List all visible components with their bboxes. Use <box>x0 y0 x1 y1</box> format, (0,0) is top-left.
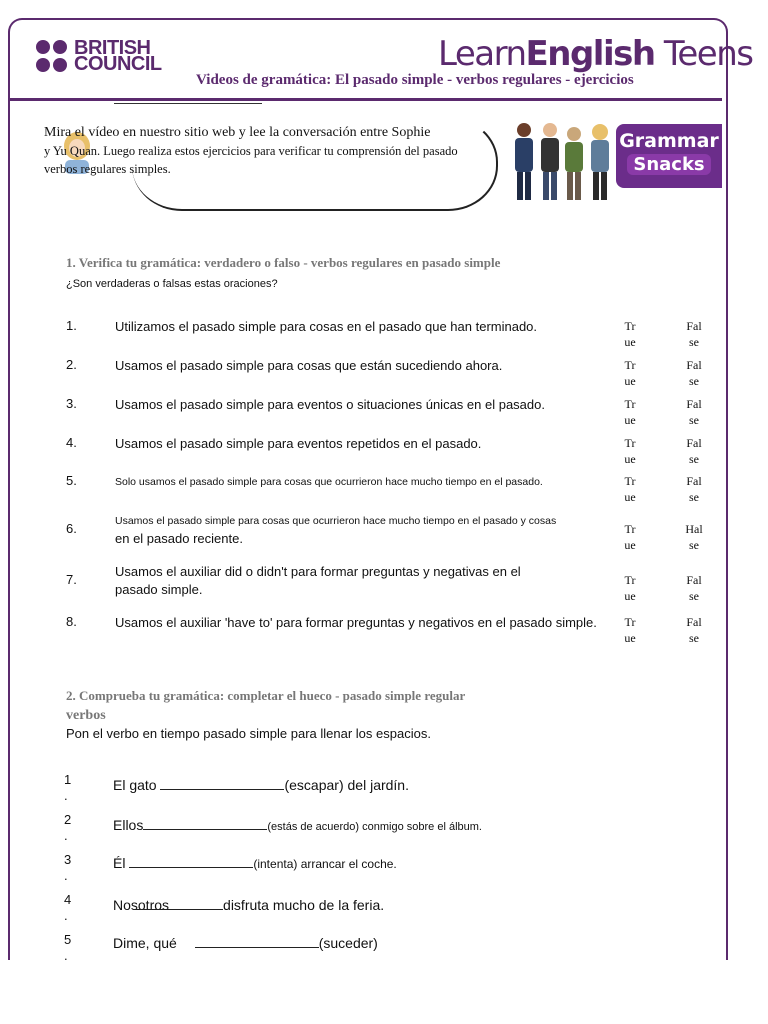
true-option[interactable]: Tr ue <box>624 436 636 466</box>
header-divider <box>10 98 722 101</box>
answer-blank[interactable] <box>143 815 267 830</box>
true-option[interactable]: Tr ue <box>624 319 636 349</box>
answer-blank[interactable] <box>133 895 223 910</box>
true-option[interactable]: Tr ue <box>624 573 636 603</box>
teens-characters-icon <box>510 118 622 206</box>
true-option[interactable]: Tr ue <box>624 474 636 504</box>
logo-dots-icon <box>36 40 66 72</box>
section2-title: 2. Comprueba tu gramática: completar el hueco - pasado simple regular <box>66 688 466 703</box>
false-option[interactable]: Fal se <box>686 615 702 645</box>
true-option[interactable]: Tr ue <box>624 522 636 552</box>
learnenglish-teens-logo: LearnEnglish Teens <box>438 34 753 74</box>
logo-line2: COUNCIL <box>74 53 162 75</box>
false-option[interactable]: Fal se <box>686 358 702 388</box>
divider-line <box>114 103 262 104</box>
true-option[interactable]: Tr ue <box>624 358 636 388</box>
true-option[interactable]: Tr ue <box>624 615 636 645</box>
grammar-snacks-badge: Grammar Snacks <box>616 124 722 188</box>
false-option[interactable]: Fal se <box>686 474 702 504</box>
answer-blank[interactable] <box>195 933 319 948</box>
answer-blank[interactable] <box>160 775 284 790</box>
british-council-logo <box>36 37 162 75</box>
page-title: Videos de gramática: El pasado simple - verbos regulares - ejercicios <box>196 72 634 88</box>
answer-blank[interactable] <box>129 853 253 868</box>
false-option[interactable]: Fal se <box>686 573 702 603</box>
false-option[interactable]: Hal se <box>685 522 703 552</box>
logo-line1: BRITISH <box>74 37 151 59</box>
false-option[interactable]: Fal se <box>686 436 702 466</box>
section1-subtitle: ¿Son verdaderas o falsas estas oraciones? <box>66 278 278 290</box>
false-option[interactable]: Fal se <box>686 319 702 349</box>
false-option[interactable]: Fal se <box>686 397 702 427</box>
intro-text: Mira el vídeo en nuestro sitio web y lee la conversación entre Sophie y Yu Quan. Luego realiza estos ejercicios para verificar tu comprensión del pasado verbos regulares simples. <box>44 125 458 176</box>
true-option[interactable]: Tr ue <box>624 397 636 427</box>
section2-subtitle: Pon el verbo en tiempo pasado simple para llenar los espacios. <box>66 726 431 741</box>
section1-title: 1. Verifica tu gramática: verdadero o falso - verbos regulares en pasado simple <box>66 255 501 270</box>
section2-title-cont: verbos <box>66 708 106 723</box>
